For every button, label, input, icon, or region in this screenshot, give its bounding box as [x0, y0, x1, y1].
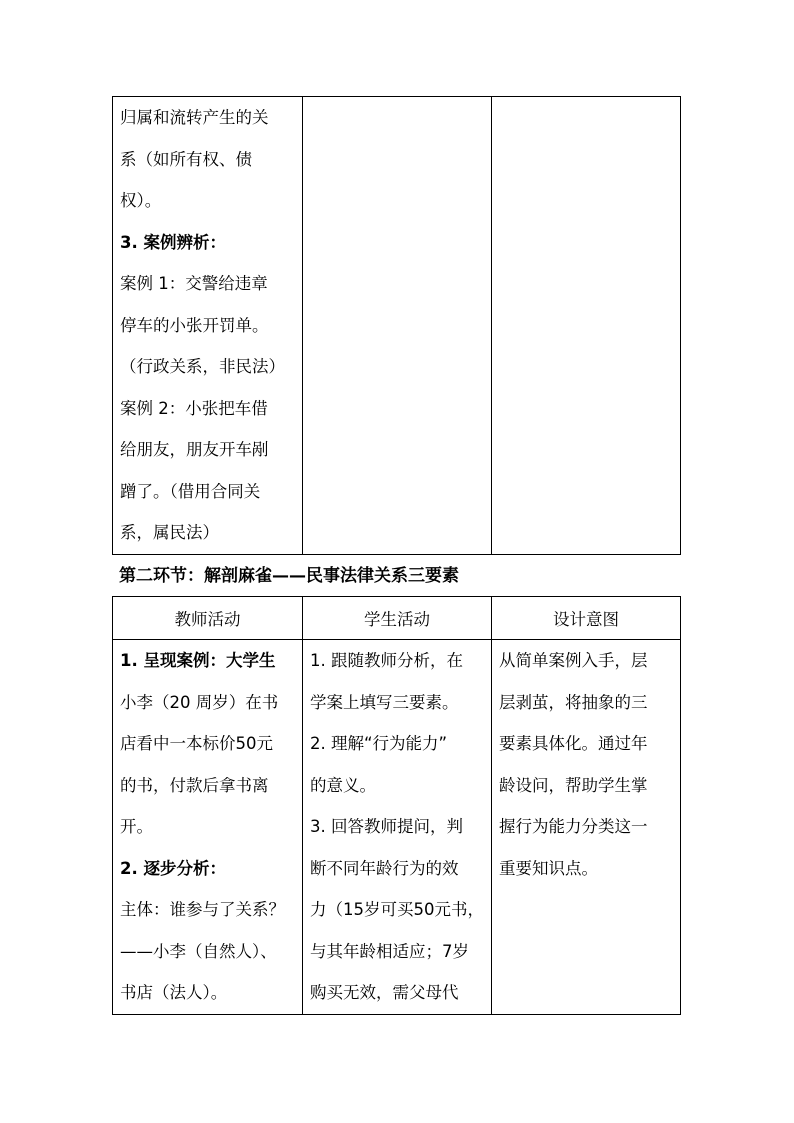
text-line: 购买无效，需父母代 [310, 983, 459, 1002]
text-line: 停车的小张开罚单。 [120, 315, 269, 335]
table-row [113, 97, 681, 555]
text-line: 3. 回答教师提问，判 [310, 817, 463, 836]
text-line: 权）。 [120, 191, 162, 210]
text-line: 要素具体化。通过年 [499, 734, 648, 753]
text-line: 重要知识点。 [499, 858, 598, 878]
text-line: 断不同年龄行为的效 [310, 858, 459, 878]
teacher-activity-cell [113, 640, 303, 1015]
table-row [113, 640, 681, 1015]
text-line: 蹭了。（借用合同关 [120, 481, 261, 501]
text-line: 龄设问，帮助学生掌 [499, 775, 648, 795]
text-line: 归属和流转产生的关 [120, 108, 269, 127]
text-line: 案例 2：小张把车借 [120, 398, 268, 418]
text-line: 2. 理解“行为能力” [310, 734, 448, 753]
section-heading: 第二环节：解剖麻雀——民事法律关系三要素 [119, 566, 459, 586]
text-line: 案例 1：交警给违章 [120, 274, 268, 293]
text-line: 与其年龄相适应；7岁 [310, 941, 469, 961]
text-line: 1. 跟随教师分析，在 [310, 651, 463, 670]
table-continued [112, 96, 681, 555]
text-line-heading: 1. 呈现案例：大学生 [120, 651, 276, 670]
student-activity-cell [303, 640, 492, 1015]
column-header-student: 学生活动 [303, 597, 492, 640]
text-line: 主体：谁参与了关系？ [120, 900, 285, 919]
activity-table [112, 596, 681, 1015]
text-line: 小李（20 周岁）在书 [120, 692, 279, 712]
text-line: 力（15岁可买50元书， [310, 900, 484, 919]
text-line: ——小李（自然人）、 [120, 941, 277, 961]
text-line: 的意义。 [310, 775, 376, 795]
text-line: 书店（法人）。 [120, 983, 228, 1002]
teacher-activity-cell [113, 97, 303, 555]
text-line-heading: 2. 逐步分析： [120, 858, 226, 878]
text-line: 开。 [120, 817, 153, 836]
design-intent-cell [492, 640, 681, 1015]
text-line: 从简单案例入手，层 [499, 651, 648, 670]
text-line: 系（如所有权、债 [120, 149, 252, 169]
text-line: 系，属民法） [120, 523, 219, 542]
text-line: 学案上填写三要素。 [310, 692, 459, 712]
text-line: 握行为能力分类这一 [499, 817, 648, 836]
text-line-heading: 3. 案例辨析： [120, 232, 226, 252]
column-header-teacher: 教师活动 [113, 597, 303, 640]
table-header-row [113, 597, 681, 640]
design-intent-cell [492, 97, 681, 555]
text-line: 给朋友，朋友开车剐 [120, 440, 269, 459]
text-line: 的书，付款后拿书离 [120, 775, 269, 795]
text-line: 层剥茧，将抽象的三 [499, 692, 648, 712]
text-line: 店看中一本标价50元 [120, 734, 273, 753]
column-header-design: 设计意图 [492, 597, 681, 640]
text-line: （行政关系，非民法） [120, 357, 285, 376]
student-activity-cell [303, 97, 492, 555]
